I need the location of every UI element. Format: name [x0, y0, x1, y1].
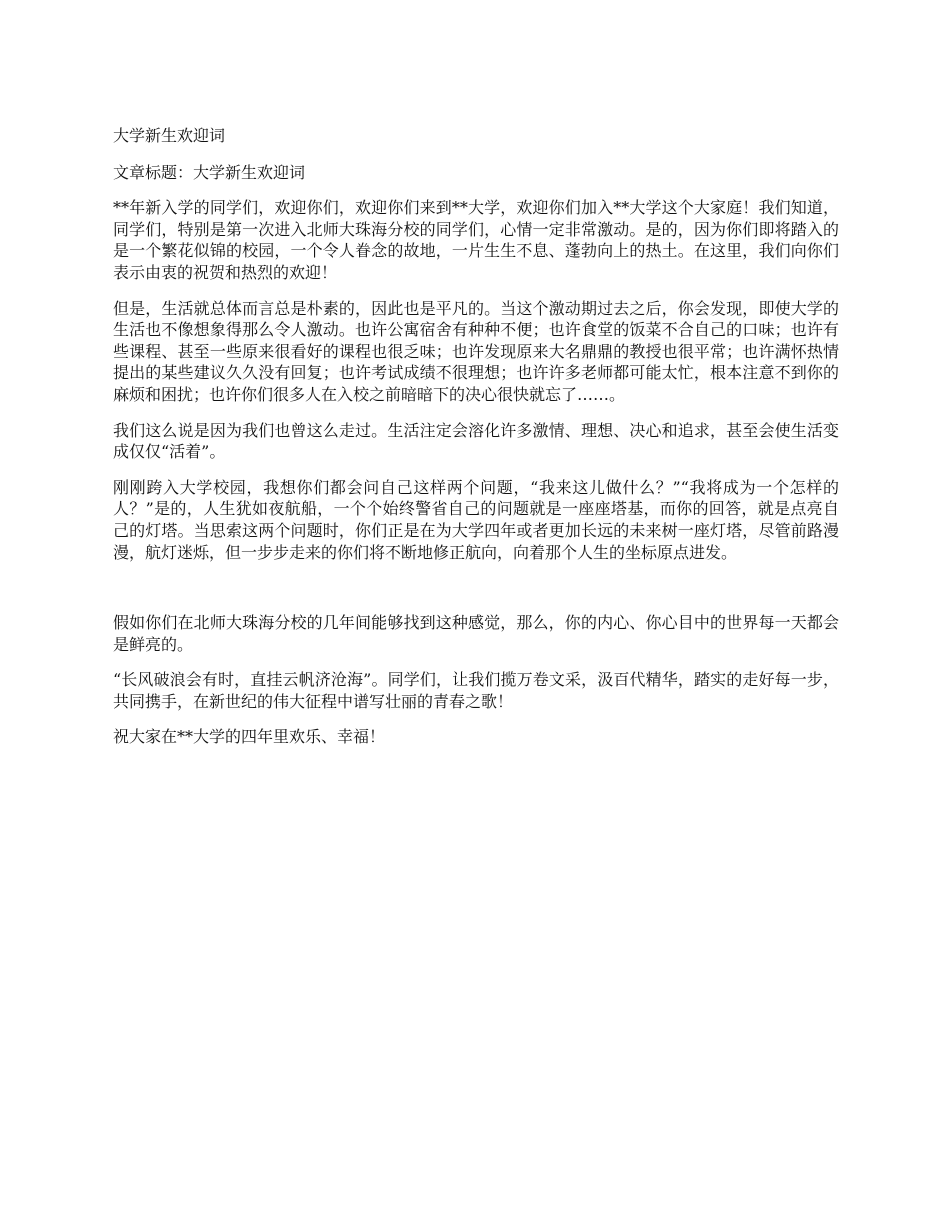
paragraph-closing-wish: 祝大家在**大学的四年里欢乐、幸福！ [113, 727, 386, 747]
paragraph-ordinary-life: 但是，生活就总体而言总是朴素的，因此也是平凡的。当这个激动期过去之后，你会发现，即使大学的生活也不像想象得那么令人激动。也许公寓宿舍有种种不便；也许食堂的饭菜不合自己的口味；也许有些课程、甚至一些原来很看好的课程也很乏味；也许发现原来大名鼎鼎的教授也很平常；也许满怀热情提出的某些建议久久没有回复；也许考试成绩不很理想；也许许多老师都可能太忙，根本注意不到你的麻烦和困扰；也许你们很多人在入校之前暗暗下的决心很快就忘了……。 [113, 298, 839, 404]
article-title-line: 文章标题：大学新生欢迎词 [113, 162, 306, 182]
blank-line [113, 577, 839, 612]
document-body [113, 125, 839, 762]
document-title: 大学新生欢迎词 [113, 126, 226, 145]
paragraph-experience: 我们这么说是因为我们也曾这么走过。生活注定会溶化许多激情、理想、决心和追求，甚至会使生活变成仅仅“活着”。 [113, 420, 839, 462]
paragraph-two-questions: 刚刚跨入大学校园，我想你们都会问自己这样两个问题，“我来这儿做什么？”“我将成为一个怎样的人？”是的，人生犹如夜航船，一个个始终警省自己的问题就是一座座塔基，而你的回答，就是点亮自己的灯塔。当思索这两个问题时，你们正是在为大学四年或者更加长远的未来树一座灯塔，尽管前路漫漫，航灯迷烁，但一步步走来的你们将不断地修正航向，向着那个人生的坐标原点进发。 [113, 477, 839, 562]
paragraph-feeling: 假如你们在北师大珠海分校的几年间能够找到这种感觉，那么，你的内心、你心目中的世界每一天都会是鲜亮的。 [113, 613, 839, 654]
paragraph-welcome: **年新入学的同学们，欢迎你们，欢迎你们来到**大学，欢迎你们加入**大学这个大家庭！我们知道，同学们，特别是第一次进入北师大珠海分校的同学们，心情一定非常激动。是的，因为你们即将踏入的是一个繁花似锦的校园，一个令人眷念的故地，一片生生不息、蓬勃向上的热土。在这里，我们向你们表示由衷的祝贺和热烈的欢迎！ [113, 198, 839, 282]
paragraph-poem: “长风破浪会有时，直挂云帆济沧海”。同学们，让我们揽万卷文采，汲百代精华，踏实的走好每一步，共同携手，在新世纪的伟大征程中谱写壮丽的青春之歌！ [113, 670, 839, 711]
